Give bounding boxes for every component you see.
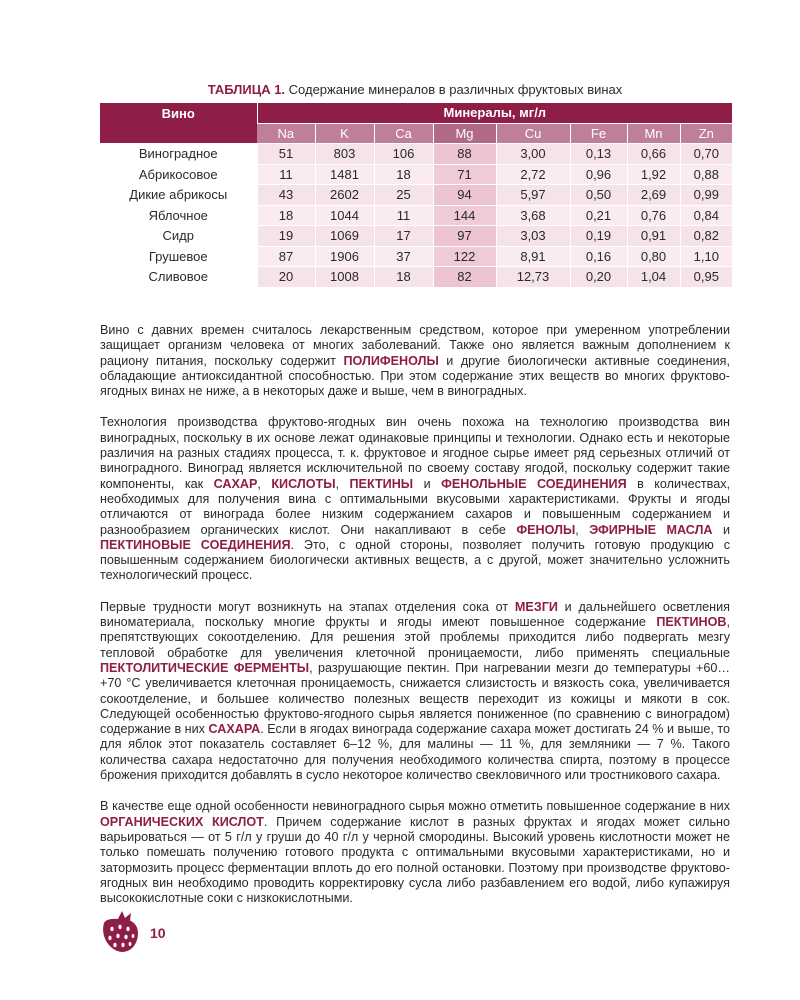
keyword: ФЕНОЛЬНЫЕ СОЕДИНЕНИЯ — [441, 476, 627, 491]
keyword: ПОЛИФЕНОЛЫ — [343, 353, 439, 368]
value-cell: 0,16 — [570, 246, 627, 267]
text-run: и другие биологически активные соединения, обладающие антиоксидантной способностью. При этом содержание этих веществ во многих фруктово-ягодных винах не ниже, а в некоторых даже и выше, чем в виноградных. — [100, 353, 730, 399]
wine-name-cell: Грушевое — [100, 246, 257, 267]
wine-name-cell: Яблочное — [100, 205, 257, 226]
value-cell: 17 — [374, 226, 433, 247]
keyword: КИСЛОТЫ — [271, 476, 336, 491]
value-cell: 0,70 — [680, 144, 732, 165]
table-row — [100, 246, 732, 267]
text-run: , — [257, 476, 272, 491]
value-cell: 71 — [433, 164, 496, 185]
paragraph-2 — [100, 415, 730, 583]
col-header-element: Fe — [570, 123, 627, 144]
value-cell: 43 — [257, 185, 315, 206]
text-run: В качестве еще одной особенности невиноградного сырья можно отметить повышенное содержание в них — [100, 799, 730, 814]
keyword: ФЕНОЛЫ — [516, 522, 576, 537]
paragraph-1 — [100, 323, 730, 399]
value-cell: 18 — [374, 267, 433, 288]
keyword: САХАР — [213, 476, 258, 491]
value-cell: 1,04 — [627, 267, 680, 288]
keyword: ЭФИРНЫЕ МАСЛА — [589, 522, 713, 537]
paragraph-3 — [100, 600, 730, 784]
col-header-element: K — [315, 123, 374, 144]
value-cell: 82 — [433, 267, 496, 288]
table-caption-text: Содержание минералов в различных фруктовых винах — [285, 82, 623, 97]
value-cell: 0,66 — [627, 144, 680, 165]
keyword: ПЕКТИНОВЫЕ СОЕДИНЕНИЯ — [100, 537, 291, 552]
text-run: , — [575, 522, 590, 537]
value-cell: 0,95 — [680, 267, 732, 288]
text-run: и — [413, 476, 442, 491]
value-cell: 0,20 — [570, 267, 627, 288]
value-cell: 0,88 — [680, 164, 732, 185]
wine-name-cell: Абрикосовое — [100, 164, 257, 185]
value-cell: 88 — [433, 144, 496, 165]
value-cell: 1069 — [315, 226, 374, 247]
value-cell: 122 — [433, 246, 496, 267]
value-cell: 1044 — [315, 205, 374, 226]
text-run: . Причем содержание кислот в разных фруктах и ягодах может сильно варьироваться — от 5 г/л у груши до 40 г/л у черной смородины. Высокий уровень кислотности может не только помешать получению готового продукта с оптимальными вкусовыми характеристиками, но и затормозить процесс ферментации вплоть до его полной остановки. Поэтому при производстве фруктово-ягодных вин необходимо проводить корректировку сусла либо разбавлением его водой, либо купажируя высококислотные соки с низкокислотными. — [100, 814, 731, 906]
value-cell: 1481 — [315, 164, 374, 185]
text-run: Первые трудности могут возникнуть на этапах отделения сока от — [100, 599, 515, 614]
page-number: 10 — [150, 925, 166, 941]
value-cell: 1008 — [315, 267, 374, 288]
table-row — [100, 185, 732, 206]
keyword: ПЕКТОЛИТИЧЕСКИЕ ФЕРМЕНТЫ — [100, 660, 310, 675]
value-cell: 18 — [374, 164, 433, 185]
value-cell: 2,72 — [496, 164, 570, 185]
value-cell: 94 — [433, 185, 496, 206]
keyword: ПЕКТИНЫ — [349, 476, 414, 491]
value-cell: 11 — [257, 164, 315, 185]
value-cell: 20 — [257, 267, 315, 288]
value-cell: 25 — [374, 185, 433, 206]
wine-name-cell: Дикие абрикосы — [100, 185, 257, 206]
keyword: ПЕКТИНОВ — [656, 615, 727, 630]
value-cell: 0,13 — [570, 144, 627, 165]
table-row — [100, 205, 732, 226]
value-cell: 3,00 — [496, 144, 570, 165]
col-header-minerals: Минералы, мг/л — [257, 103, 732, 123]
col-header-wine: Вино — [100, 103, 257, 144]
text-run: в количествах, необходимых для получения вина с оптимальными вкусовыми характеристиками. Фрукты и ягоды отличаются от винограда более низким содержанием сахаров и повышенным содержанием и разнообразием органических кислот. Они накапливают в себе — [100, 476, 731, 537]
table-row — [100, 226, 732, 247]
text-run: Технология производства фруктово-ягодных вин очень похожа на технологию производства вин виноградных, поскольку в их основе лежат одинаковые принципы и технологии. Однако есть и некоторые различия на разных стадиях процесса, т. к. фруктовое и ягодное сырье имеет ряд серьезных отличий от виноградного. Виноград является исключительной по своему составу ягодой, поскольку содержит такие компоненты, как — [100, 415, 730, 491]
col-header-element: Mg — [433, 123, 496, 144]
value-cell: 3,03 — [496, 226, 570, 247]
table-row — [100, 144, 732, 165]
value-cell: 37 — [374, 246, 433, 267]
wine-name-cell: Сидр — [100, 226, 257, 247]
value-cell: 87 — [257, 246, 315, 267]
table-caption — [100, 82, 730, 97]
minerals-table — [100, 103, 732, 288]
col-header-element: Mn — [627, 123, 680, 144]
value-cell: 1,10 — [680, 246, 732, 267]
value-cell: 12,73 — [496, 267, 570, 288]
value-cell: 0,76 — [627, 205, 680, 226]
text-run: , препятствующих сокоотделению. Для решения этой проблемы приходится либо подвергать мезгу тепловой обработке для увеличения клеточной проницаемости, либо применять специальные — [100, 615, 730, 660]
value-cell: 0,19 — [570, 226, 627, 247]
value-cell: 8,91 — [496, 246, 570, 267]
value-cell: 0,96 — [570, 164, 627, 185]
keyword: САХАРА — [208, 722, 261, 737]
table-row — [100, 267, 732, 288]
body-text — [100, 323, 730, 922]
value-cell: 97 — [433, 226, 496, 247]
value-cell: 1906 — [315, 246, 374, 267]
value-cell: 0,80 — [627, 246, 680, 267]
value-cell: 2602 — [315, 185, 374, 206]
value-cell: 2,69 — [627, 185, 680, 206]
value-cell: 3,68 — [496, 205, 570, 226]
value-cell: 51 — [257, 144, 315, 165]
text-run: , — [335, 476, 350, 491]
value-cell: 5,97 — [496, 185, 570, 206]
text-run: Вино с давних времен считалось лекарственным средством, которое при умеренном употреблении защищает организм человека от многих заболеваний. Также оно является важным дополнением к рациону питания, поскольку содержит — [100, 323, 730, 368]
text-run: , разрушающие пектин. При нагревании мезги до температуры +60…+70 °С увеличивается клеточная проницаемость, снижается слизистость и вязкость сока, увеличивается сокоотделение, и большее количество полезных веществ переходит из кожицы и мякоти в сок. Следующей особенностью фруктово-ягодного сырья является пониженное (по сравнению с виноградом) содержание в них — [100, 660, 730, 737]
value-cell: 19 — [257, 226, 315, 247]
value-cell: 1,92 — [627, 164, 680, 185]
table-row — [100, 164, 732, 185]
value-cell: 0,82 — [680, 226, 732, 247]
col-header-element: Cu — [496, 123, 570, 144]
text-run: и — [712, 522, 730, 537]
value-cell: 11 — [374, 205, 433, 226]
col-header-element: Zn — [680, 123, 732, 144]
value-cell: 144 — [433, 205, 496, 226]
value-cell: 0,50 — [570, 185, 627, 206]
wine-name-cell: Сливовое — [100, 267, 257, 288]
keyword: МЕЗГИ — [514, 599, 558, 614]
table-caption-label: ТАБЛИЦА 1. — [207, 82, 286, 97]
col-header-element: Ca — [374, 123, 433, 144]
wine-name-cell: Виноградное — [100, 144, 257, 165]
value-cell: 803 — [315, 144, 374, 165]
table-header-row — [100, 103, 732, 123]
text-run: и дальнейшего осветления виноматериала, поскольку многие фрукты и ягоды имеют повышенное содержание — [100, 599, 730, 630]
col-header-element: Na — [257, 123, 315, 144]
value-cell: 0,84 — [680, 205, 732, 226]
text-run: . Это, с одной стороны, позволяет получить готовую продукцию с повышенным содержанием биологически активных веществ, а с другой, может значительно усложнить технологический процесс. — [100, 537, 730, 583]
paragraph-4 — [100, 799, 730, 906]
value-cell: 106 — [374, 144, 433, 165]
text-run: . Если в ягодах винограда содержание сахара может достигать 24 % и выше, то для яблок этот показатель составляет 6–12 %, для малины — 11 %, для земляники — 7 %. Такого количества сахара недостаточно для получения необходимого количества спирта, поэтому в процессе брожения приходится добавлять в сусло некоторое количество свекловичного или тростникового сахара. — [100, 722, 731, 783]
value-cell: 18 — [257, 205, 315, 226]
value-cell: 0,99 — [680, 185, 732, 206]
keyword: ОРГАНИЧЕСКИХ КИСЛОТ — [100, 814, 264, 829]
value-cell: 0,21 — [570, 205, 627, 226]
value-cell: 0,91 — [627, 226, 680, 247]
